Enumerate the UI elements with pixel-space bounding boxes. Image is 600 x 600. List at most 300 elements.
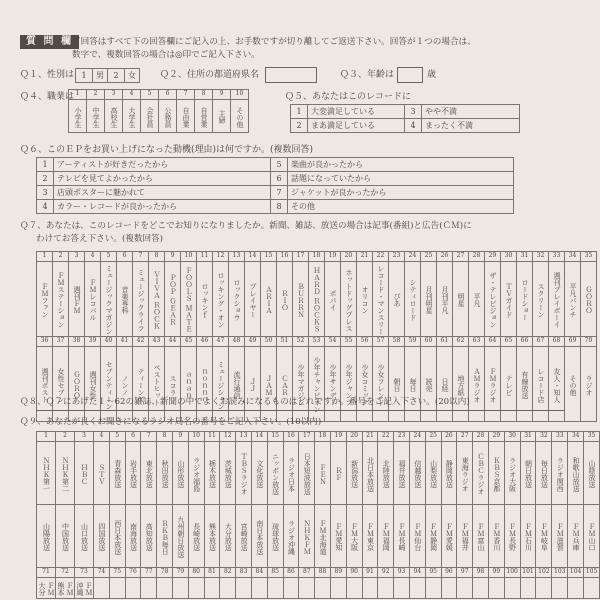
q4-job-8[interactable]	[195, 100, 213, 133]
q9-bot-empty[interactable]	[378, 578, 394, 599]
q5-opt-4[interactable]: まったく不満	[422, 119, 520, 133]
q7-r1-num-14-text: 14	[248, 252, 257, 259]
q4-job-label: 高校生	[110, 106, 118, 128]
q7-r2-item-31-text: 有線放送	[521, 371, 529, 399]
q7-r1-num-22-text: 22	[376, 252, 385, 259]
q7-r1-item-8[interactable]	[149, 262, 165, 337]
q7-r1-item-23[interactable]	[389, 262, 405, 337]
q7-r1-item-3-text: 週刊ＦＭ	[73, 286, 81, 314]
q9-bot-num-86	[283, 568, 299, 578]
q9-top-item-35[interactable]	[584, 442, 600, 505]
q7-r1-item-17[interactable]	[293, 262, 309, 337]
q9-top-num-2	[56, 432, 75, 442]
q7-r2-num-58	[389, 337, 405, 347]
q7-r1-item-21[interactable]	[357, 262, 373, 337]
q7-r2-num-44	[165, 337, 181, 347]
q5-opt-1[interactable]: 大変満足している	[308, 105, 405, 119]
q6-opt-5[interactable]: 楽曲が良かったから	[288, 158, 514, 172]
q9-mid-item-28[interactable]	[473, 505, 489, 568]
q9-bot-item-3-text: ＦＭ沖縄	[76, 582, 93, 596]
q9-top-item-13[interactable]	[236, 442, 252, 505]
q7-r1-item-28[interactable]	[469, 262, 485, 337]
q4-job-label: 自営業	[200, 106, 208, 128]
q7-r1-item-5[interactable]	[101, 262, 117, 337]
q9-top-item-21-text: 北日本放送	[366, 456, 375, 492]
q9-bot-empty[interactable]	[473, 578, 489, 599]
q9-top-num-22	[378, 432, 394, 442]
q9-bot-num-76-text: 76	[129, 568, 137, 575]
q9-top-num-1	[37, 432, 56, 442]
q9-bot-empty[interactable]	[552, 578, 568, 599]
q9-top-num-20-text: 20	[350, 432, 358, 439]
q9-mid-item-29[interactable]	[488, 505, 504, 568]
q9-mid-item-18[interactable]	[315, 505, 331, 568]
q4-num-9-text: 9	[219, 90, 224, 97]
q9-top-item-34[interactable]	[568, 442, 584, 505]
section-tag: 質 問 欄	[20, 35, 79, 49]
q9-bot-num-98-text: 98	[476, 568, 485, 575]
q9-mid-item-5[interactable]	[109, 505, 125, 568]
q7-r1-item-14[interactable]	[245, 262, 261, 337]
q9-mid-item-9[interactable]	[172, 505, 188, 568]
q9-bot-num-72-text: 72	[61, 568, 69, 575]
q9-mid-item-33[interactable]	[552, 505, 568, 568]
q5-opt-4-num: 4	[405, 119, 422, 133]
q7-r1-item-15[interactable]	[261, 262, 277, 337]
q9-radio-grid[interactable]	[36, 431, 600, 599]
q7-r2-num-55	[341, 337, 357, 347]
q1-opt-male[interactable]: 男	[93, 69, 108, 83]
q9-top-item-9-text: 山形放送	[176, 460, 185, 488]
q9-bot-empty[interactable]	[251, 578, 267, 599]
q9-top-item-22[interactable]	[378, 442, 394, 505]
q9-top-item-30[interactable]	[504, 442, 520, 505]
q9-top-item-13-text: ＴＢＳラジオ	[240, 453, 249, 495]
q7-r1-num-5	[101, 252, 117, 262]
q9-mid-item-24[interactable]	[409, 505, 425, 568]
q9-top-item-25-text: 山梨放送	[429, 460, 438, 488]
q4-num-2	[87, 90, 105, 100]
q9-bot-num-80-text: 80	[192, 568, 200, 575]
q9-top-num-5-text: 5	[115, 432, 120, 439]
q6-opt-1[interactable]: アーティストが好きだったから	[54, 158, 271, 172]
q9-mid-item-34[interactable]	[568, 505, 584, 568]
q7-r1-item-1[interactable]	[37, 262, 53, 337]
q4-num-1-text: 1	[75, 90, 80, 97]
q4-job-6[interactable]	[159, 100, 177, 133]
q4-job-9[interactable]	[213, 100, 231, 133]
q9-top-item-28[interactable]	[473, 442, 489, 505]
q7-r1-num-10	[181, 252, 197, 262]
q7-r1-item-25[interactable]	[421, 262, 437, 337]
q7-r1-num-16-text: 16	[280, 252, 289, 259]
q7-r1-item-10[interactable]	[181, 262, 197, 337]
q9-bot-empty[interactable]	[172, 578, 188, 599]
q9-mid-item-19[interactable]	[330, 505, 346, 568]
q9-top-num-34-text: 34	[571, 432, 580, 439]
q9-top-num-22-text: 22	[381, 432, 390, 439]
q9-top-item-31[interactable]	[520, 442, 536, 505]
q9-bot-empty[interactable]	[457, 578, 473, 599]
q7-r1-item-1-text: ＦＭファン	[41, 282, 49, 318]
q9-top-item-9[interactable]	[172, 442, 188, 505]
q9-mid-item-10[interactable]	[188, 505, 204, 568]
q4-job-4[interactable]	[123, 100, 141, 133]
q9-top-item-15[interactable]	[267, 442, 283, 505]
q9-top-item-6[interactable]	[125, 442, 141, 505]
q7-r2-num-39-text: 39	[88, 337, 97, 344]
q9-bot-empty[interactable]	[299, 578, 315, 599]
q6-opt-4[interactable]: カラー・レコードが良かったから	[54, 200, 271, 214]
q9-top-item-4[interactable]	[94, 442, 110, 505]
q7-r2-num-38-text: 38	[72, 337, 81, 344]
q9-bot-empty[interactable]	[330, 578, 346, 599]
q9-bot-empty[interactable]	[141, 578, 157, 599]
q9-bot-num-89-text: 89	[334, 568, 343, 575]
q9-top-item-5[interactable]	[109, 442, 125, 505]
q6-opt-3[interactable]: 店頭ポスターに魅かれて	[54, 186, 271, 200]
q7-line-1: Ｑ７、あなたは、このレコードをどこでお知りになりましたか。新聞、雑誌、放送の場合は記事(番組)と広告(ＣＭ)に	[20, 221, 472, 231]
q9-top-num-27-text: 27	[460, 432, 469, 439]
q9-top-item-10[interactable]	[188, 442, 204, 505]
q9-mid-item-27[interactable]	[457, 505, 473, 568]
q9-mid-item-8[interactable]	[157, 505, 173, 568]
q7-r2-item-21-text: 少女コミック	[361, 364, 369, 406]
q9-bot-empty[interactable]	[504, 578, 520, 599]
q9-bot-empty[interactable]	[220, 578, 236, 599]
q6-label: Ｑ６、このＥＰをお買い上げになった動機(理由)は何ですか。(複数回答)	[20, 145, 314, 155]
q9-bot-item-3[interactable]	[75, 578, 94, 599]
q9-top-item-24[interactable]	[409, 442, 425, 505]
q4-job-2[interactable]	[87, 100, 105, 133]
q9-top-item-17[interactable]	[299, 442, 315, 505]
q9-top-item-26[interactable]	[441, 442, 457, 505]
q7-r1-num-17	[293, 252, 309, 262]
q9-bot-empty[interactable]	[346, 578, 362, 599]
q9-bot-empty[interactable]	[157, 578, 173, 599]
q9-mid-item-21[interactable]	[362, 505, 378, 568]
q4-job-1[interactable]	[69, 100, 87, 133]
q9-top-item-25[interactable]	[425, 442, 441, 505]
q9-mid-item-20-text: ＦＭ大阪	[350, 523, 359, 551]
q7-r2-num-58-text: 58	[392, 337, 401, 344]
q6-options[interactable]	[36, 157, 514, 214]
q4-job-label: 小学生	[74, 106, 82, 128]
q9-mid-item-10-text: 長崎放送	[192, 523, 201, 551]
q7-r2-item-7-text: ティーンズ	[137, 367, 145, 403]
q4-job-10[interactable]	[231, 100, 249, 133]
q7-r1-num-35-text: 35	[584, 252, 593, 259]
q7-r1-item-2[interactable]	[53, 262, 69, 337]
q9-top-item-8[interactable]	[157, 442, 173, 505]
q6-opt-6[interactable]: 話題になっていたから	[288, 172, 514, 186]
q7-r1-item-32[interactable]	[533, 262, 549, 337]
q7-r1-item-30[interactable]	[501, 262, 517, 337]
q9-top-item-14[interactable]	[251, 442, 267, 505]
q9-top-item-29[interactable]	[488, 442, 504, 505]
q7-r1-item-26[interactable]	[437, 262, 453, 337]
q7-r1-num-23-text: 23	[392, 252, 401, 259]
q9-top-item-18[interactable]	[315, 442, 331, 505]
q7-r2-item-28-text: ＡＭラジオ	[473, 367, 481, 403]
q4-num-4-text: 4	[129, 90, 134, 97]
q9-bot-empty[interactable]	[236, 578, 252, 599]
q9-top-item-21[interactable]	[362, 442, 378, 505]
q7-r1-item-23-text: ぴあ	[393, 293, 401, 307]
q9-bot-num-103	[552, 568, 568, 578]
q9-mid-item-32[interactable]	[536, 505, 552, 568]
q5-opt-3[interactable]: やや不満	[422, 105, 520, 119]
q9-top-item-20[interactable]	[346, 442, 362, 505]
q9-mid-item-12[interactable]	[220, 505, 236, 568]
q4-job-5[interactable]	[141, 100, 159, 133]
q9-mid-item-25[interactable]	[425, 505, 441, 568]
q7-r1-item-13-text: ロックショウ	[233, 279, 241, 321]
q9-top-num-26	[441, 432, 457, 442]
q7-r1-item-28-text: 平凡	[473, 293, 481, 307]
q4-job-label: 自由業	[182, 106, 190, 128]
q9-bot-num-84-text: 84	[255, 568, 264, 575]
q9-bot-item-2-text: ＦＭ熊本	[57, 582, 74, 596]
q9-bot-num-91-text: 91	[366, 568, 374, 575]
q9-bot-empty[interactable]	[441, 578, 457, 599]
q7-r1-item-12[interactable]	[213, 262, 229, 337]
q7-r1-item-31[interactable]	[517, 262, 533, 337]
q9-bot-num-103-text: 103	[554, 568, 566, 575]
q1-opt-female[interactable]: 女	[125, 69, 140, 83]
q7-r1-item-19[interactable]	[325, 262, 341, 337]
q9-mid-item-2[interactable]	[56, 505, 75, 568]
q9-bot-empty[interactable]	[94, 578, 110, 599]
q7-r2-item-13-text: 流行通信	[233, 371, 241, 399]
q9-mid-item-26[interactable]	[441, 505, 457, 568]
q7-r2-num-70-text: 70	[584, 337, 593, 344]
q9-top-item-12[interactable]	[220, 442, 236, 505]
q9-top-num-5	[109, 432, 125, 442]
q7-r1-num-14	[245, 252, 261, 262]
q7-r1-item-11[interactable]	[197, 262, 213, 337]
q7-r1-num-15-text: 15	[264, 252, 273, 259]
q9-mid-item-16[interactable]	[283, 505, 299, 568]
q7-r1-item-27[interactable]	[453, 262, 469, 337]
q9-bot-empty[interactable]	[109, 578, 125, 599]
q9-bot-empty[interactable]	[315, 578, 331, 599]
q9-mid-item-6[interactable]	[125, 505, 141, 568]
q9-mid-item-11[interactable]	[204, 505, 220, 568]
q7-r1-item-20[interactable]	[341, 262, 357, 337]
q1-options[interactable]	[75, 68, 140, 83]
q9-top-item-7[interactable]	[141, 442, 157, 505]
q4-job-7[interactable]	[177, 100, 195, 133]
q7-r2-item-18-text: 少年チャンピオン	[313, 357, 321, 413]
q9-mid-item-28-text: ＦＭ富山	[477, 523, 486, 551]
q9-bot-num-90-text: 90	[350, 568, 358, 575]
q9-mid-item-15[interactable]	[267, 505, 283, 568]
q9-bot-empty[interactable]	[584, 578, 600, 599]
q9-mid-item-32-text: ＦＭ岐阜	[540, 523, 549, 551]
q9-top-num-31	[520, 432, 536, 442]
q7-r2-num-67	[533, 337, 549, 347]
q7-r1-item-33-text: 週刊プレイボーイ	[553, 272, 561, 328]
q9-mid-item-17[interactable]	[299, 505, 315, 568]
q4-job-label: 主婦	[218, 110, 226, 124]
q7-r1-item-35[interactable]	[581, 262, 597, 337]
q7-r2-num-36-text: 36	[40, 337, 49, 344]
q4-occupation-grid[interactable]	[68, 89, 249, 133]
q9-top-item-19[interactable]	[330, 442, 346, 505]
q9-top-item-33[interactable]	[552, 442, 568, 505]
q7-r2-item-4-text: 週刊女性	[89, 371, 97, 399]
q9-mid-item-3[interactable]	[75, 505, 94, 568]
q7-r1-item-34[interactable]	[565, 262, 581, 337]
q7-r1-item-24[interactable]	[405, 262, 421, 337]
q7-r1-num-31-text: 31	[520, 252, 529, 259]
q4-label: Ｑ４、職業は	[20, 92, 75, 102]
q9-mid-item-35-text: ＦＭ山口	[588, 523, 597, 551]
q7-r2-item-8-text: ベストヒット	[153, 364, 161, 406]
q9-mid-item-13[interactable]	[236, 505, 252, 568]
q7-r1-item-35-text: ＧＯＲＯ	[585, 286, 593, 314]
q9-bot-num-87	[299, 568, 315, 578]
q7-r2-num-41	[117, 337, 133, 347]
q9-top-item-2[interactable]	[56, 442, 75, 505]
q9-bot-item-2[interactable]	[56, 578, 75, 599]
q7-r1-num-13-text: 13	[232, 252, 241, 259]
q9-mid-item-14[interactable]	[251, 505, 267, 568]
q9-top-num-26-text: 26	[445, 432, 453, 439]
q9-top-item-27[interactable]	[457, 442, 473, 505]
q9-mid-item-23[interactable]	[394, 505, 410, 568]
q9-top-item-12-text: 茨城放送	[224, 460, 233, 488]
q9-bot-item-1[interactable]	[37, 578, 56, 599]
q9-mid-item-22[interactable]	[378, 505, 394, 568]
q9-bot-num-90	[346, 568, 362, 578]
q6-opt-2[interactable]: テレビを見てよかったから	[54, 172, 271, 186]
q5-label: Ｑ５、あなたはこのレコードに	[285, 92, 412, 102]
q9-top-num-15-text: 15	[271, 432, 279, 439]
q7-r2-item-34[interactable]	[565, 347, 581, 422]
q9-bot-empty[interactable]	[394, 578, 410, 599]
q6-opt-6-num: 6	[271, 172, 288, 186]
q7-r1-item-4[interactable]	[85, 262, 101, 337]
q7-r2-item-35[interactable]	[581, 347, 597, 422]
q9-bot-num-88	[315, 568, 331, 578]
q9-mid-item-30-text: ＦＭ長野	[508, 523, 517, 551]
q7-r2-num-49	[245, 337, 261, 347]
q7-r1-num-27	[453, 252, 469, 262]
q3-age-field[interactable]	[397, 67, 423, 83]
q7-r1-num-12-text: 12	[216, 252, 225, 259]
q9-mid-item-19-text: ＦＭ愛知	[334, 523, 343, 551]
q9-bot-num-81-text: 81	[208, 568, 216, 575]
q9-top-item-3[interactable]	[75, 442, 94, 505]
q7-r1-item-18[interactable]	[309, 262, 325, 337]
q7-r1-num-6	[117, 252, 133, 262]
q9-top-item-23[interactable]	[394, 442, 410, 505]
q7-r1-item-33[interactable]	[549, 262, 565, 337]
q7-r1-item-9-text: ＰＯＰ ＧＥＡＲ	[169, 274, 177, 326]
q7-r1-item-3[interactable]	[69, 262, 85, 337]
q9-mid-item-20[interactable]	[346, 505, 362, 568]
q9-bot-empty[interactable]	[568, 578, 584, 599]
q7-r2-num-67-text: 67	[536, 337, 545, 344]
q9-top-num-16	[283, 432, 299, 442]
q9-top-item-1[interactable]	[37, 442, 56, 505]
q7-r1-item-6[interactable]	[117, 262, 133, 337]
q9-top-item-11[interactable]	[204, 442, 220, 505]
q7-r1-num-10-text: 10	[184, 252, 193, 259]
q7-r2-item-11-text: ｎｏｎｎｏ	[201, 367, 209, 403]
q7-r1-item-16[interactable]	[277, 262, 293, 337]
q6-opt-7[interactable]: ジャケットが良かったから	[288, 186, 514, 200]
q7-r1-num-3-text: 3	[74, 252, 79, 259]
q7-r2-item-30-text: テレビ	[505, 374, 513, 396]
q9-top-item-32[interactable]	[536, 442, 552, 505]
q7-r1-item-22[interactable]	[373, 262, 389, 337]
q4-job-3[interactable]	[105, 100, 123, 133]
q9-bot-empty[interactable]	[188, 578, 204, 599]
q9-mid-item-30[interactable]	[504, 505, 520, 568]
q9-top-num-23-text: 23	[397, 432, 406, 439]
q7-r1-item-9[interactable]	[165, 262, 181, 337]
q9-mid-item-7[interactable]	[141, 505, 157, 568]
q9-top-item-8-text: 秋田放送	[161, 460, 170, 488]
q2-prefecture-field[interactable]	[265, 67, 317, 83]
q9-bot-empty[interactable]	[488, 578, 504, 599]
q9-top-item-32-text: 毎日放送	[540, 460, 549, 488]
q9-mid-item-4[interactable]	[94, 505, 110, 568]
q9-bot-empty[interactable]	[267, 578, 283, 599]
q7-r1-num-29-text: 29	[488, 252, 497, 259]
q9-mid-item-1[interactable]	[37, 505, 56, 568]
q9-top-item-16[interactable]	[283, 442, 299, 505]
q9-bot-num-72	[56, 568, 75, 578]
q7-r2-num-48	[229, 337, 245, 347]
q7-r1-num-30-text: 30	[504, 252, 513, 259]
q9-bot-empty[interactable]	[204, 578, 220, 599]
q8-answer-line[interactable]	[36, 410, 564, 411]
q7-r1-item-13[interactable]	[229, 262, 245, 337]
q9-bot-empty[interactable]	[536, 578, 552, 599]
q7-r1-item-11-text: ロッキンｆ	[201, 282, 209, 318]
q6-opt-8[interactable]: その他	[288, 200, 514, 214]
q9-mid-item-31[interactable]	[520, 505, 536, 568]
q5-options[interactable]	[290, 104, 520, 133]
q9-mid-item-31-text: ＦＭ石川	[524, 523, 533, 551]
q7-r2-item-1-text: 週刊ポスト	[41, 367, 49, 403]
q9-bot-empty[interactable]	[520, 578, 536, 599]
q7-r1-item-7[interactable]	[133, 262, 149, 337]
q9-bot-num-75-text: 75	[113, 568, 122, 575]
q9-mid-item-35[interactable]	[584, 505, 600, 568]
q9-bot-num-92	[378, 568, 394, 578]
q7-r1-num-17-text: 17	[296, 252, 305, 259]
q9-bot-empty[interactable]	[125, 578, 141, 599]
q5-opt-2[interactable]: まあ満足している	[308, 119, 405, 133]
intro-line-2: 数字で、複数回答の場合は◎印でご記入下さい。	[72, 50, 260, 60]
q9-bot-num-91	[362, 568, 378, 578]
q7-r1-item-29[interactable]	[485, 262, 501, 337]
q9-bot-empty[interactable]	[283, 578, 299, 599]
q9-bot-empty[interactable]	[362, 578, 378, 599]
q9-bot-num-85-text: 85	[271, 568, 279, 575]
q1-opt-1-num: 1	[76, 69, 93, 83]
q7-r1-item-17-text: ＢＵＲＲＮ	[297, 282, 305, 318]
q9-top-num-31-text: 31	[524, 432, 532, 439]
q9-bot-empty[interactable]	[409, 578, 425, 599]
q7-r1-num-30	[501, 252, 517, 262]
q9-bot-empty[interactable]	[425, 578, 441, 599]
